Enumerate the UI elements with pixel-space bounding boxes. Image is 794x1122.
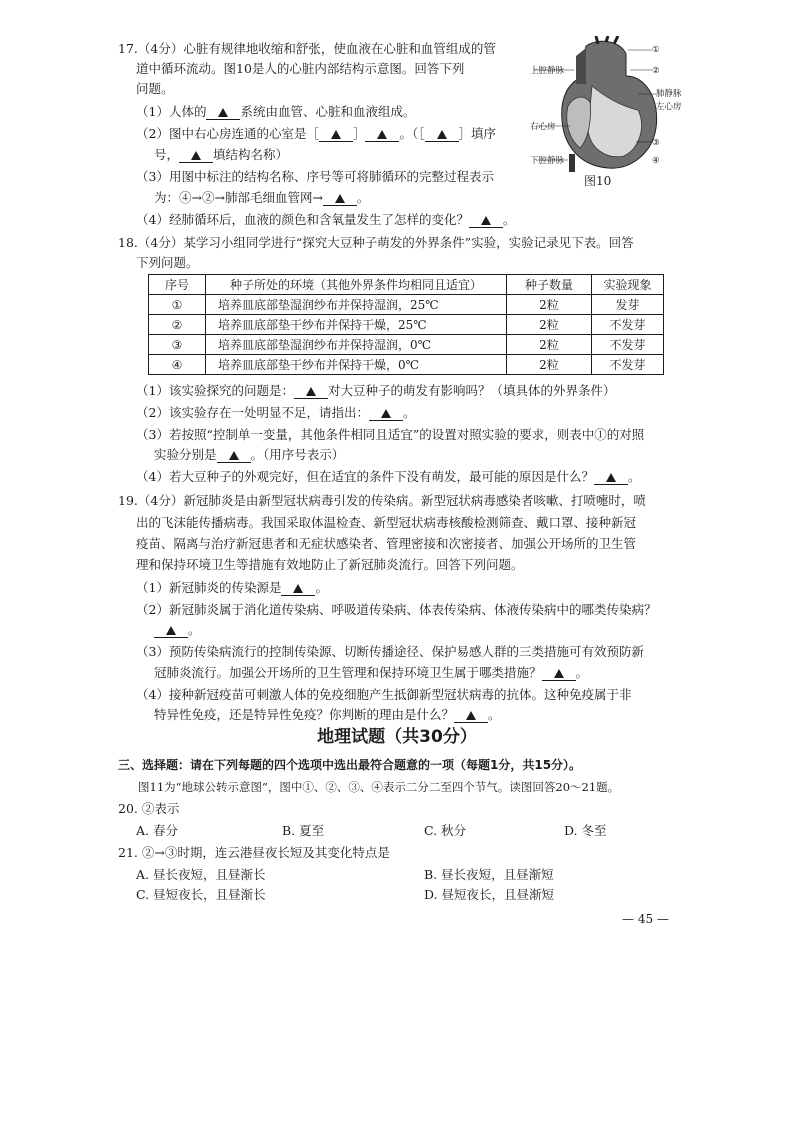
table-cell: 不发芽 [592, 315, 664, 335]
q17-sub1: （1）人体的 系统由血管、心脏和血液组成。 [136, 104, 416, 119]
q20-stem: 20. ②表示 [118, 801, 180, 816]
q17-sub2-cont: 号， 填结构名称） [154, 147, 289, 162]
experiment-table [148, 274, 664, 375]
table-header-cell: 实验现象 [592, 275, 664, 295]
table-cell: ④ [149, 355, 206, 375]
q17-sub4: （4）经肺循环后，血液的颜色和含氧量发生了怎样的变化？ 。 [136, 212, 516, 227]
table-cell: 2粒 [507, 315, 592, 335]
table-cell: 发芽 [592, 295, 664, 315]
table-header-row [149, 275, 664, 295]
q19-sub2-cont: 。 [154, 621, 201, 639]
figure-label: 下腔静脉 [530, 156, 565, 166]
answer-blank[interactable] [454, 708, 488, 723]
table-header-cell: 种子所处的环境（其他外界条件均相同且适宜） [206, 275, 507, 295]
table-cell: ③ [149, 335, 206, 355]
q17-stem-line1: 17.（4分）心脏有规律地收缩和舒张，使血液在心脏和血管组成的管 [118, 41, 496, 56]
triangle-marker-icon [466, 711, 476, 720]
q19-stem-line1: 19.（4分）新冠肺炎是由新型冠状病毒引发的传染病。新型冠状病毒感染者咳嗽、打喷嚏时，喷 [118, 493, 646, 508]
figure-label: ① [652, 45, 660, 55]
triangle-marker-icon [331, 130, 341, 139]
figure-label: ④ [652, 156, 660, 166]
answer-blank[interactable] [542, 666, 576, 681]
q20-option-c[interactable]: C. 秋分 [424, 823, 467, 838]
q18-sub1: （1）该实验探究的问题是： 对大豆种子的萌发有影响吗？（填具体的外界条件） [136, 383, 616, 398]
answer-blank[interactable] [323, 191, 357, 206]
table-cell: 2粒 [507, 295, 592, 315]
answer-blank[interactable] [281, 581, 315, 596]
answer-blank[interactable] [294, 384, 328, 399]
q19-sub1: （1）新冠肺炎的传染源是 。 [136, 580, 328, 595]
figure-caption: 图10 [584, 174, 612, 188]
triangle-marker-icon [377, 130, 387, 139]
table-cell: 2粒 [507, 355, 592, 375]
answer-blank[interactable] [179, 148, 213, 163]
table-cell: 培养皿底部垫湿润纱布并保持湿润，0℃ [206, 335, 507, 355]
figure-label: 右心房 [530, 122, 556, 132]
answer-blank[interactable] [594, 470, 628, 485]
answer-blank[interactable] [154, 623, 188, 638]
answer-blank[interactable] [469, 213, 503, 228]
q17-sub3-cont: 为：④→②→肺部毛细血管网→ 。 [154, 190, 370, 205]
triangle-marker-icon [335, 194, 345, 203]
answer-blank[interactable] [369, 406, 403, 421]
table-cell: 培养皿底部垫干纱布并保持干燥，0℃ [206, 355, 507, 375]
q17-stem-line2: 道中循环流动。图10是人的心脏内部结构示意图。回答下列 [136, 61, 465, 76]
table-cell: 不发芽 [592, 355, 664, 375]
q20-option-d[interactable]: D. 冬至 [564, 823, 607, 838]
answer-blank[interactable] [319, 127, 353, 142]
table-cell: ② [149, 315, 206, 335]
table-cell: 培养皿底部垫湿润纱布并保持湿润，25℃ [206, 295, 507, 315]
answer-blank[interactable] [217, 448, 251, 463]
q21-stem: 21. ②→③时期，连云港昼夜长短及其变化特点是 [118, 845, 390, 860]
section-title: 地理试题（共30分） [317, 727, 477, 747]
figure-label: 肺静脉 [656, 89, 682, 99]
triangle-marker-icon [554, 669, 564, 678]
triangle-marker-icon [229, 451, 239, 460]
q21-option-a[interactable]: A. 昼长夜短，且昼渐长 [136, 867, 266, 882]
q18-sub3: （3）若按照“控制单一变量，其他条件相同且适宜”的设置对照实验的要求，则表中①的对照 [136, 427, 645, 442]
q19-sub2: （2）新冠肺炎属于消化道传染病、呼吸道传染病、体表传染病、体液传染病中的哪类传染病？ [136, 602, 657, 617]
q20-option-b[interactable]: B. 夏至 [282, 823, 325, 838]
q19-sub4-cont: 特异性免疫，还是特异性免疫？你判断的理由是什么？ 。 [154, 707, 501, 722]
q18-sub3-cont: 实验分别是 。（用序号表示） [154, 447, 345, 462]
q17-stem-line3: 问题。 [136, 81, 174, 96]
q18-sub4: （4）若大豆种子的外观完好，但在适宜的条件下没有萌发，最可能的原因是什么？ 。 [136, 469, 641, 484]
table-header-cell: 序号 [149, 275, 206, 295]
answer-blank[interactable] [425, 127, 459, 142]
table-cell: 不发芽 [592, 335, 664, 355]
table-header-cell: 种子数量 [507, 275, 592, 295]
q19-stem-line3: 疫苗、隔离与治疗新冠患者和无症状感染者、管理密接和次密接者、加强公开场所的卫生管 [136, 536, 637, 551]
triangle-marker-icon [218, 108, 228, 117]
triangle-marker-icon [606, 473, 616, 482]
answer-blank[interactable] [206, 105, 240, 120]
triangle-marker-icon [166, 626, 176, 635]
q21-option-c[interactable]: C. 昼短夜长，且昼渐长 [136, 887, 266, 902]
q19-sub3: （3）预防传染病流行的控制传染源、切断传播途径、保护易感人群的三类措施可有效预防新 [136, 644, 644, 659]
figure-label: ③ [652, 138, 660, 148]
triangle-marker-icon [481, 216, 491, 225]
figure-label: ② [652, 66, 660, 76]
figure-label: 左心房 [656, 102, 682, 112]
table-cell: ① [149, 295, 206, 315]
q17-sub3: （3）用图中标注的结构名称、序号等可将肺循环的完整过程表示 [136, 169, 494, 184]
q18-stem-line2: 下列问题。 [136, 255, 199, 270]
triangle-marker-icon [191, 151, 201, 160]
q20-option-a[interactable]: A. 春分 [136, 823, 178, 838]
triangle-marker-icon [437, 130, 447, 139]
q19-stem-line4: 理和保持环境卫生等措施有效地防止了新冠肺炎流行。回答下列问题。 [136, 557, 524, 572]
table-row [149, 335, 664, 355]
q19-sub4: （4）接种新冠疫苗可刺激人体的免疫细胞产生抵御新型冠状病毒的抗体。这种免疫属于非 [136, 687, 632, 702]
q21-option-b[interactable]: B. 昼长夜短，且昼渐短 [424, 867, 554, 882]
q18-sub2: （2）该实验存在一处明显不足，请指出： 。 [136, 405, 416, 420]
q18-stem-line1: 18.（4分）某学习小组同学进行“探究大豆种子萌发的外界条件”实验，实验记录见下表。回答 [118, 235, 634, 250]
figure-label: 上腔静脉 [530, 66, 565, 76]
table-row [149, 295, 664, 315]
triangle-marker-icon [381, 409, 391, 418]
page-number: — 45 — [622, 912, 669, 926]
table-row [149, 315, 664, 335]
triangle-marker-icon [306, 387, 316, 396]
table-row [149, 355, 664, 375]
section-instructions: 三、选择题：请在下列每题的四个选项中选出最符合题意的一项（每题1分，共15分）。 [118, 758, 582, 772]
q19-stem-line2: 出的飞沫能传播病毒。我国采取体温检查、新型冠状病毒核酸检测筛查、戴口罩、接种新冠 [136, 515, 637, 530]
question-intro: 图11为“地球公转示意图”，图中①、②、③、④表示二分二至四个节气。读图回答20～21题。 [138, 780, 620, 794]
q21-option-d[interactable]: D. 昼短夜长，且昼渐短 [424, 887, 555, 902]
table-cell: 2粒 [507, 335, 592, 355]
table-cell: 培养皿底部垫干纱布并保持干燥，25℃ [206, 315, 507, 335]
triangle-marker-icon [293, 584, 303, 593]
answer-blank[interactable] [365, 127, 399, 142]
q17-sub2: （2）图中右心房连通的心室是［ ］ 。（［ ］填序 [136, 126, 497, 141]
q19-sub3-cont: 冠肺炎流行。加强公开场所的卫生管理和保持环境卫生属于哪类措施？ 。 [154, 665, 589, 680]
